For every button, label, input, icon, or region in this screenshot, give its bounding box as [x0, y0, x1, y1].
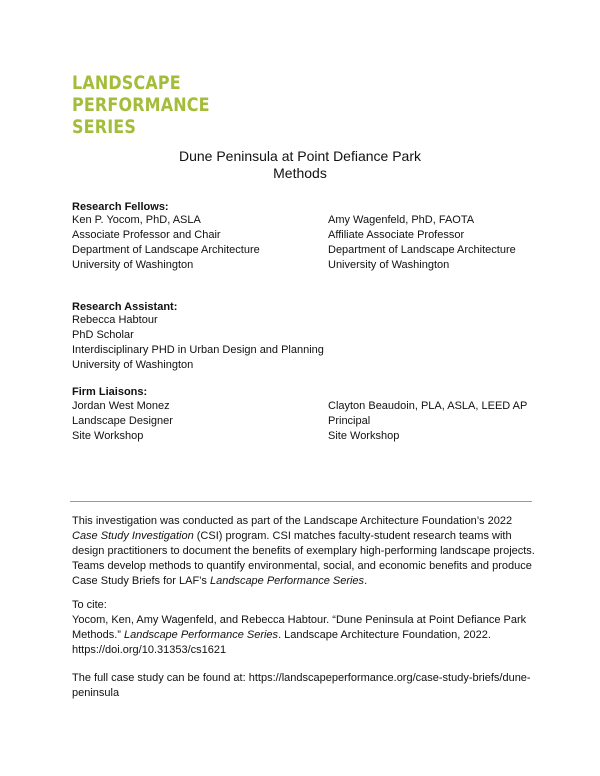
page-title: Dune Peninsula at Point Defiance Park — [178, 148, 422, 164]
liaison-beaudoin: Clayton Beaudoin, PLA, ASLA, LEED AP Principal Site Workshop — [328, 400, 528, 442]
logo-line-performance: PERFORMANCE — [72, 94, 210, 116]
about-paragraph: This investigation was conducted as part of the Landscape Architecture Foundation’s 2022 Case Study Investigation (CSI) program. CSI matches faculty-student research teams with design practitioners to document the benefits of exemplary high-performing landscape projects. Teams develop methods to quantify environmental, social, and economic benefits and produce Case Study Briefs for LAF’s Landscape Performance Series. — [72, 515, 535, 587]
fellow-wagenfeld: Amy Wagenfeld, PhD, FAOTA Affiliate Associate Professor Department of Landscape Architecture University of Washington — [328, 214, 516, 271]
citation-block: To cite: Yocom, Ken, Amy Wagenfeld, and Rebecca Habtour. “Dune Peninsula at Point Defiance Park Methods.” Landscape Performance Series. Landscape Architecture Foundation, 2022. https://doi.org/10.31353/cs1621 — [72, 598, 532, 658]
section-divider — [70, 501, 532, 502]
fellow-yocom: Ken P. Yocom, PhD, ASLA Associate Professor and Chair Department of Landscape Architecture University of Washington — [72, 214, 260, 271]
assistant-habtour: Rebecca Habtour PhD Scholar Interdisciplinary PHD in Urban Design and Planning University of Washington — [72, 314, 324, 371]
lps-logo — [72, 72, 212, 142]
page-subtitle: Methods — [273, 165, 327, 181]
logo-line-landscape: LANDSCAPE — [72, 72, 181, 94]
research-assistant-heading: Research Assistant: — [72, 301, 178, 313]
research-fellows-heading: Research Fellows: — [72, 201, 169, 213]
firm-liaisons-heading: Firm Liaisons: — [72, 386, 148, 398]
case-study-link[interactable]: The full case study can be found at: https://landscapeperformance.org/case-study-briefs/dune- — [72, 672, 531, 684]
logo-line-series: SERIES — [72, 116, 137, 138]
liaison-monez: Jordan West Monez Landscape Designer Site Workshop — [72, 400, 173, 442]
doi-link[interactable]: https://doi.org/10.31353/cs1621 — [72, 644, 227, 656]
full-case-study: The full case study can be found at: https://landscapeperformance.org/case-study-briefs/dune- peninsula — [72, 672, 531, 699]
